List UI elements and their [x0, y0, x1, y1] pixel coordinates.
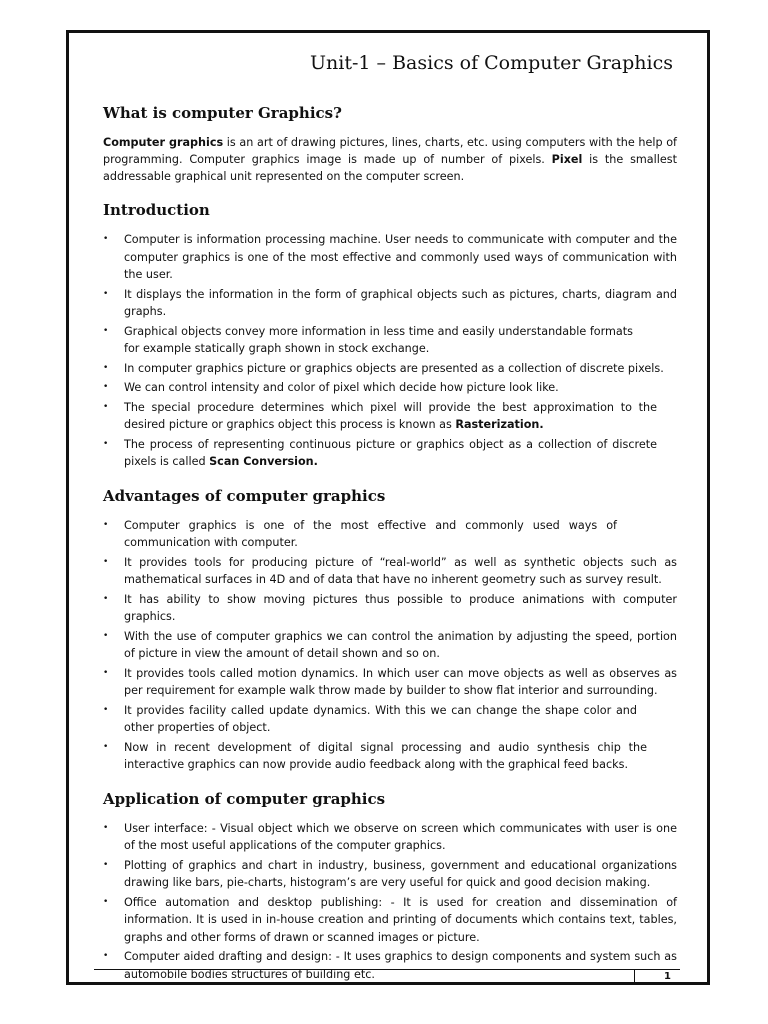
bullet-icon: • — [103, 362, 109, 373]
bullet-icon: • — [103, 382, 109, 392]
bullet-icon: • — [103, 234, 109, 244]
list-item: • Computer graphics is one of the most effective and commonly used ways of communication with computer. — [103, 518, 617, 549]
advantages-list — [103, 517, 677, 774]
page-header-title: Unit-1 – Basics of Computer Graphics — [310, 52, 673, 74]
term-scan-conversion: Scan Conversion. — [209, 455, 318, 468]
footer-divider — [94, 969, 680, 970]
list-item: • Office automation and desktop publishing: - It is used for creation and dissemination of information. It is used in in-house creation and printing of documents which contains text, tables, graphs and other forms of drawn or scanned images or picture. — [103, 895, 677, 944]
page-number-box — [634, 969, 681, 985]
list-item: • Now in recent development of digital signal processing and audio synthesis chip the interactive graphics can now provide audio feedback along with the graphical feed backs. — [103, 740, 647, 771]
page-number: 1 — [664, 971, 671, 982]
list-item: • The process of representing continuous picture or graphics object as a collection of discrete pixels is called Scan Conversion. — [103, 437, 657, 468]
bullet-icon: • — [103, 593, 109, 604]
list-item: • It provides tools for producing picture of “real-world” as well as synthetic objects such as mathematical surfaces in 4D and of data that have no inherent geometry such as survey result. — [103, 555, 677, 586]
list-item: • Plotting of graphics and chart in industry, business, government and educational organizations drawing like bars, pie-charts, histogram’s are very useful for quick and good decision making. — [103, 858, 677, 889]
bullet-icon: • — [103, 704, 109, 715]
heading-applications: Application of computer graphics — [103, 789, 386, 808]
definition-paragraph: Computer graphics is an art of drawing pictures, lines, charts, etc. using computers with the help of programming. Computer graphics image is made up of number of pixels. Pixel is the smallest addressable graphical unit represented on the computer screen. — [103, 136, 677, 183]
document-content — [103, 104, 677, 995]
bullet-icon: • — [103, 859, 109, 870]
bullet-icon: • — [103, 556, 109, 567]
bullet-icon: • — [103, 401, 109, 412]
bullet-icon: • — [103, 438, 109, 449]
list-item: • Graphical objects convey more information in less time and easily understandable formats for example statically graph shown in stock exchange. — [103, 324, 633, 355]
list-item: • It has ability to show moving pictures thus possible to produce animations with computer graphics. — [103, 592, 677, 623]
bullet-icon: • — [103, 519, 109, 530]
bullet-icon: • — [103, 630, 109, 641]
list-item: • It provides facility called update dynamics. With this we can change the shape color and other properties of object. — [103, 703, 637, 734]
list-item: • With the use of computer graphics we can control the animation by adjusting the speed, portion of picture in view the amount of detail shown and so on. — [103, 629, 677, 660]
bullet-icon: • — [103, 896, 109, 907]
term-computer-graphics: Computer graphics — [103, 136, 224, 149]
list-item: • It provides tools called motion dynamics. In which user can move objects as well as observes as per requirement for example walk throw made by builder to show flat interior and surrounding. — [103, 666, 677, 697]
bullet-icon: • — [103, 951, 109, 961]
heading-what-is-cg: What is computer Graphics? — [103, 104, 342, 122]
term-pixel: Pixel — [551, 153, 583, 166]
list-item: • Computer aided drafting and design: - It uses graphics to design components and system such as automobile bodies structures of building etc. — [103, 950, 677, 981]
list-item: • The special procedure determines which pixel will provide the best approximation to the desired picture or graphics object this process is known as Rasterization. — [103, 400, 657, 431]
bullet-icon: • — [103, 288, 109, 299]
heading-advantages: Advantages of computer graphics — [103, 486, 386, 505]
term-rasterization: Rasterization. — [455, 418, 544, 431]
bullet-icon: • — [103, 741, 109, 752]
bullet-icon: • — [103, 822, 109, 833]
list-item: • We can control intensity and color of pixel which decide how picture look like. — [103, 379, 677, 397]
heading-introduction: Introduction — [103, 201, 210, 219]
applications-list — [103, 820, 677, 984]
list-item: • User interface: - Visual object which we observe on screen which communicates with user is one of the most useful applications of the computer graphics. — [103, 821, 677, 852]
introduction-list — [103, 231, 677, 471]
bullet-icon: • — [103, 667, 109, 678]
list-item: • It displays the information in the form of graphical objects such as pictures, charts, diagram and graphs. — [103, 287, 677, 318]
list-item: • In computer graphics picture or graphics objects are presented as a collection of discrete pixels. — [103, 360, 677, 378]
list-item: • Computer is information processing machine. User needs to communicate with computer and the computer graphics is one of the most effective and commonly used ways of communication with the user. — [103, 233, 677, 281]
bullet-icon: • — [103, 325, 109, 336]
